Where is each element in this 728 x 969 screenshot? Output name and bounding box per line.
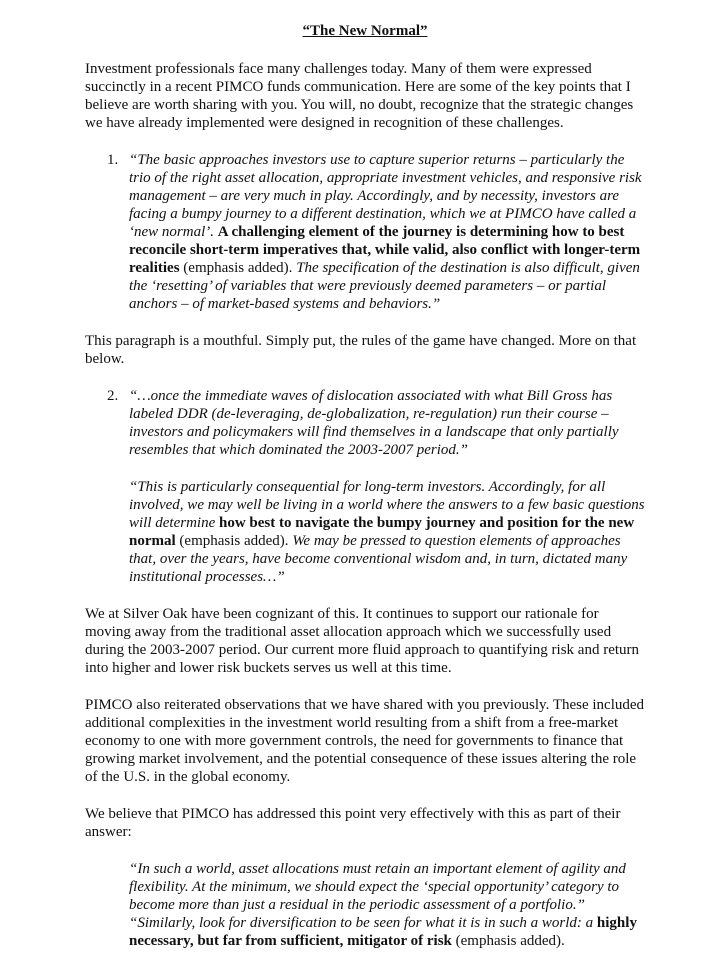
intro-paragraph: Investment professionals face many challenges today. Many of them were expressed succinctly in a recent PIMCO funds communication. Here are some of the key points that I believe are worth sharing with you. You will, no doubt, recognize that the strategic changes we have already implemented were designed in recognition of these challenges. <box>85 61 634 131</box>
quote-text: “The basic approaches investors use to capture superior returns – particularly the trio of the right asset allocation, appropriate investment vehicles, and responsive risk management – are very much in play. Accordingly, and by necessity, investors are facing a bumpy journey to a different destination, which we at PIMCO have called a ‘new normal’. <box>129 152 642 240</box>
quote-text: “Similarly, look for diversification to be seen for what it is in such a world: a <box>129 915 594 931</box>
emphasis-text: A challenging element of the journey is determining how to best reconcile short-term imperatives that, while valid, also conflict with longer-term realities <box>129 224 641 276</box>
emphasis-text: highly necessary, but far from sufficient, mitigator of risk <box>129 915 637 949</box>
quote-block <box>129 151 645 313</box>
quote-block: “…once the immediate waves of dislocation associated with what Bill Gross has labeled DDR (de-leveraging, de-globalization, re-regulation) run their course – investors and policymakers will find themselves in a landscape that only partially resembles that which dominated the 2003-2007 period.” <box>129 388 619 458</box>
paragraph-mouthful: This paragraph is a mouthful. Simply put, the rules of the game have changed. More on that below. <box>85 333 637 367</box>
numbered-item-2 <box>85 387 645 586</box>
document-page <box>85 22 645 969</box>
quote-text: We may be pressed to question elements of approaches that, over the years, have become conventional wisdom and, in turn, dictated many institutional processes…” <box>129 533 628 585</box>
emphasis-text: how best to navigate the bumpy journey and position for the new normal <box>129 515 635 549</box>
item-number: 2. <box>107 388 119 404</box>
item-number: 1. <box>107 152 119 168</box>
paragraph-silver-oak: We at Silver Oak have been cognizant of this. It continues to support our rationale for moving away from the traditional asset allocation approach which we successfully used during the 2003-2007 period. Our current more fluid approach to quantifying risk and return into higher and lower risk buckets serves us well at this time. <box>85 606 640 676</box>
emphasis-note: (emphasis added). <box>179 260 293 276</box>
document-title: “The New Normal” <box>302 23 428 39</box>
paragraph-pimco-observations: PIMCO also reiterated observations that we have shared with you previously. These included additional complexities in the investment world resulting from a shift from a free-market economy to one with more government controls, the need for governments to finance that growing market involvement, and the potential consequence of these issues altering the role of the U.S. in the global economy. <box>85 697 645 785</box>
paragraph-pimco-answer: We believe that PIMCO has addressed this point very effectively with this as part of their answer: <box>85 806 621 840</box>
quote-block: “In such a world, asset allocations must retain an important element of agility and flexibility. At the minimum, we should expect the ‘special opportunity’ category to become more than just a residual in the periodic assessment of a portfolio.” <box>129 861 626 913</box>
final-quote <box>85 860 645 950</box>
numbered-item-1 <box>85 151 645 313</box>
quote-text: “This is particularly consequential for long-term investors. Accordingly, for all involved, we may well be living in a world where the answers to a few basic questions will determine <box>129 479 645 531</box>
quote-text: The specification of the destination is also difficult, given the ‘resetting’ of variables that were previously deemed parameters – or partial anchors – of market-based systems and behaviors.” <box>129 260 640 312</box>
quote-block <box>129 914 645 950</box>
emphasis-note: (emphasis added). <box>451 933 565 949</box>
emphasis-note: (emphasis added). <box>175 533 289 549</box>
quote-block <box>129 478 645 586</box>
